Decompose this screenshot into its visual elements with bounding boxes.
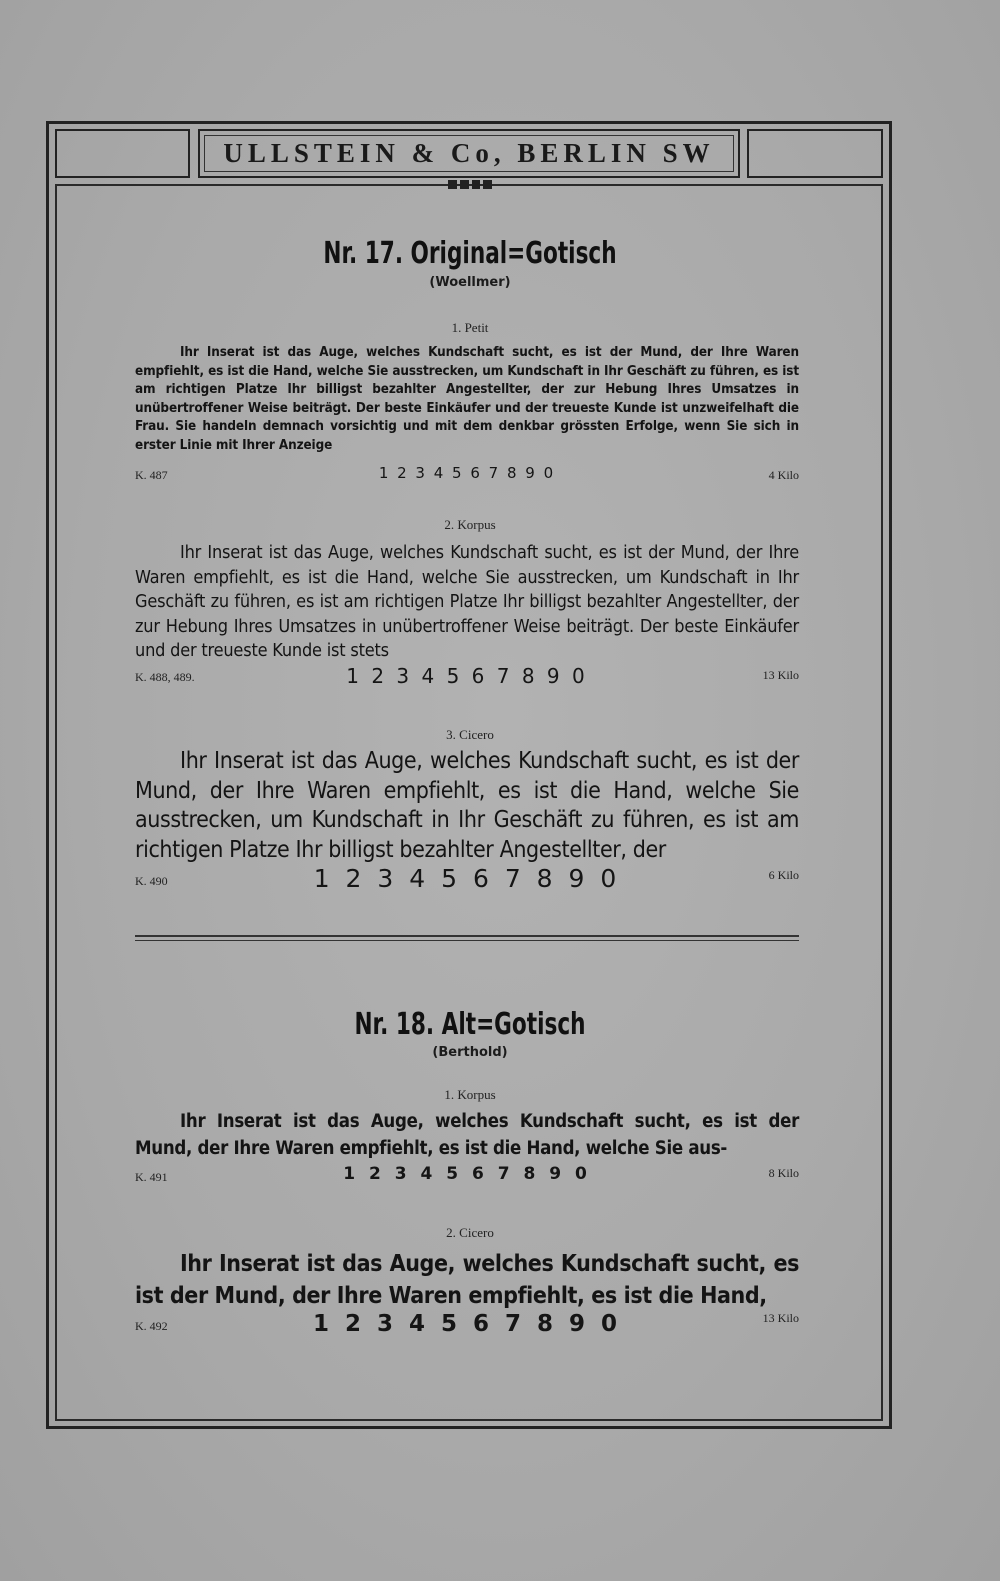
weight-label: 13 Kilo <box>762 668 799 682</box>
digit-sample: 1 2 3 4 5 6 7 8 9 0 <box>312 1311 622 1337</box>
sample-text-korpus-18: Ihr Inserat ist das Auge, welches Kundschaft sucht, es ist der Mund, der Ihre Waren empfiehlt, es ist die Hand, welche Sie aus- <box>135 1111 799 1159</box>
size-label-cicero-18: 2. Cicero <box>446 1225 494 1240</box>
header-right-panel <box>747 129 883 178</box>
header-banner <box>198 129 740 178</box>
digit-sample: 1 2 3 4 5 6 7 8 9 0 <box>343 1164 591 1184</box>
weight-label: 13 Kilo <box>762 1311 799 1325</box>
specimen-row-petit <box>135 464 799 494</box>
weight-label: 8 Kilo <box>768 1166 799 1180</box>
size-label-petit: 1. Petit <box>451 320 489 335</box>
sample-text-petit: Ihr Inserat ist das Auge, welches Kundschaft sucht, es ist der Mund, der Ihre Waren empfiehlt, es ist die Hand, welche Sie ausstrecken, um Kundschaft in Ihr Geschäft zu führen, es ist am richtigen Platze Ihr billigst bezahlter Angestellter, der zur Hebung Ihres Umsatzes in unübertroffener Weise beiträgt. Der beste Einkäufer und der treueste Kunde ist unzweifelhaft die Frau. Sie handeln demnach vorsichtig und mit dem denkbar grössten Erfolge, wenn Sie sich in erster Linie mit Ihrer Anzeige <box>135 345 799 453</box>
catalog-code: K. 488, 489. <box>135 670 195 684</box>
header-ornament <box>448 180 492 189</box>
header-left-panel <box>55 129 190 178</box>
size-label-korpus: 2. Korpus <box>444 517 496 532</box>
catalog-code: K. 487 <box>135 468 168 482</box>
catalog-code: K. 490 <box>135 874 168 888</box>
section-18-title: Nr. 18. Alt=Gotisch <box>354 1007 586 1042</box>
specimen-row-cicero-18 <box>135 1311 799 1341</box>
specimen-row-korpus-18 <box>135 1164 799 1194</box>
publisher-title: ULLSTEIN & Co, BERLIN SW <box>223 138 715 168</box>
section-divider <box>135 935 799 941</box>
sample-text-cicero: Ihr Inserat ist das Auge, welches Kundschaft sucht, es ist der Mund, der Ihre Waren empfiehlt, es ist die Hand, welche Sie ausstrecken, um Kundschaft in Ihr Geschäft zu führen, es ist am richtigen Platze Ihr billigst bezahlter Angestellter, der <box>135 748 799 863</box>
weight-label: 4 Kilo <box>768 468 799 482</box>
catalog-code: K. 492 <box>135 1319 168 1333</box>
digit-sample: 1 2 3 4 5 6 7 8 9 0 <box>346 664 588 688</box>
size-label-cicero: 3. Cicero <box>446 727 494 742</box>
section-17-title: Nr. 17. Original=Gotisch <box>323 236 617 271</box>
specimen-row-korpus <box>135 664 799 694</box>
sample-text-korpus: Ihr Inserat ist das Auge, welches Kundschaft sucht, es ist der Mund, der Ihre Waren empfiehlt, es ist die Hand, welche Sie ausstrecken, um Kundschaft in Ihr Geschäft zu führen, es ist am richtigen Platze Ihr billigst bezahlter Angestellter, der zur Hebung Ihres Umsatzes in unübertroffener Weise beiträgt. Der beste Einkäufer und der treueste Kunde ist stets <box>135 542 799 661</box>
size-label-korpus-18: 1. Korpus <box>444 1087 496 1102</box>
specimen-row-cicero <box>135 864 799 894</box>
sample-text-cicero-18: Ihr Inserat ist das Auge, welches Kundschaft sucht, es ist der Mund, der Ihre Waren empfiehlt, es ist die Hand, <box>135 1251 799 1309</box>
digit-sample: 1 2 3 4 5 6 7 8 9 0 <box>313 864 621 893</box>
catalog-code: K. 491 <box>135 1170 168 1184</box>
section-17-subtitle: (Woellmer) <box>429 275 511 290</box>
digit-sample: 1 2 3 4 5 6 7 8 9 0 <box>378 464 556 482</box>
section-18-subtitle: (Berthold) <box>432 1045 508 1060</box>
weight-label: 6 Kilo <box>768 868 799 882</box>
